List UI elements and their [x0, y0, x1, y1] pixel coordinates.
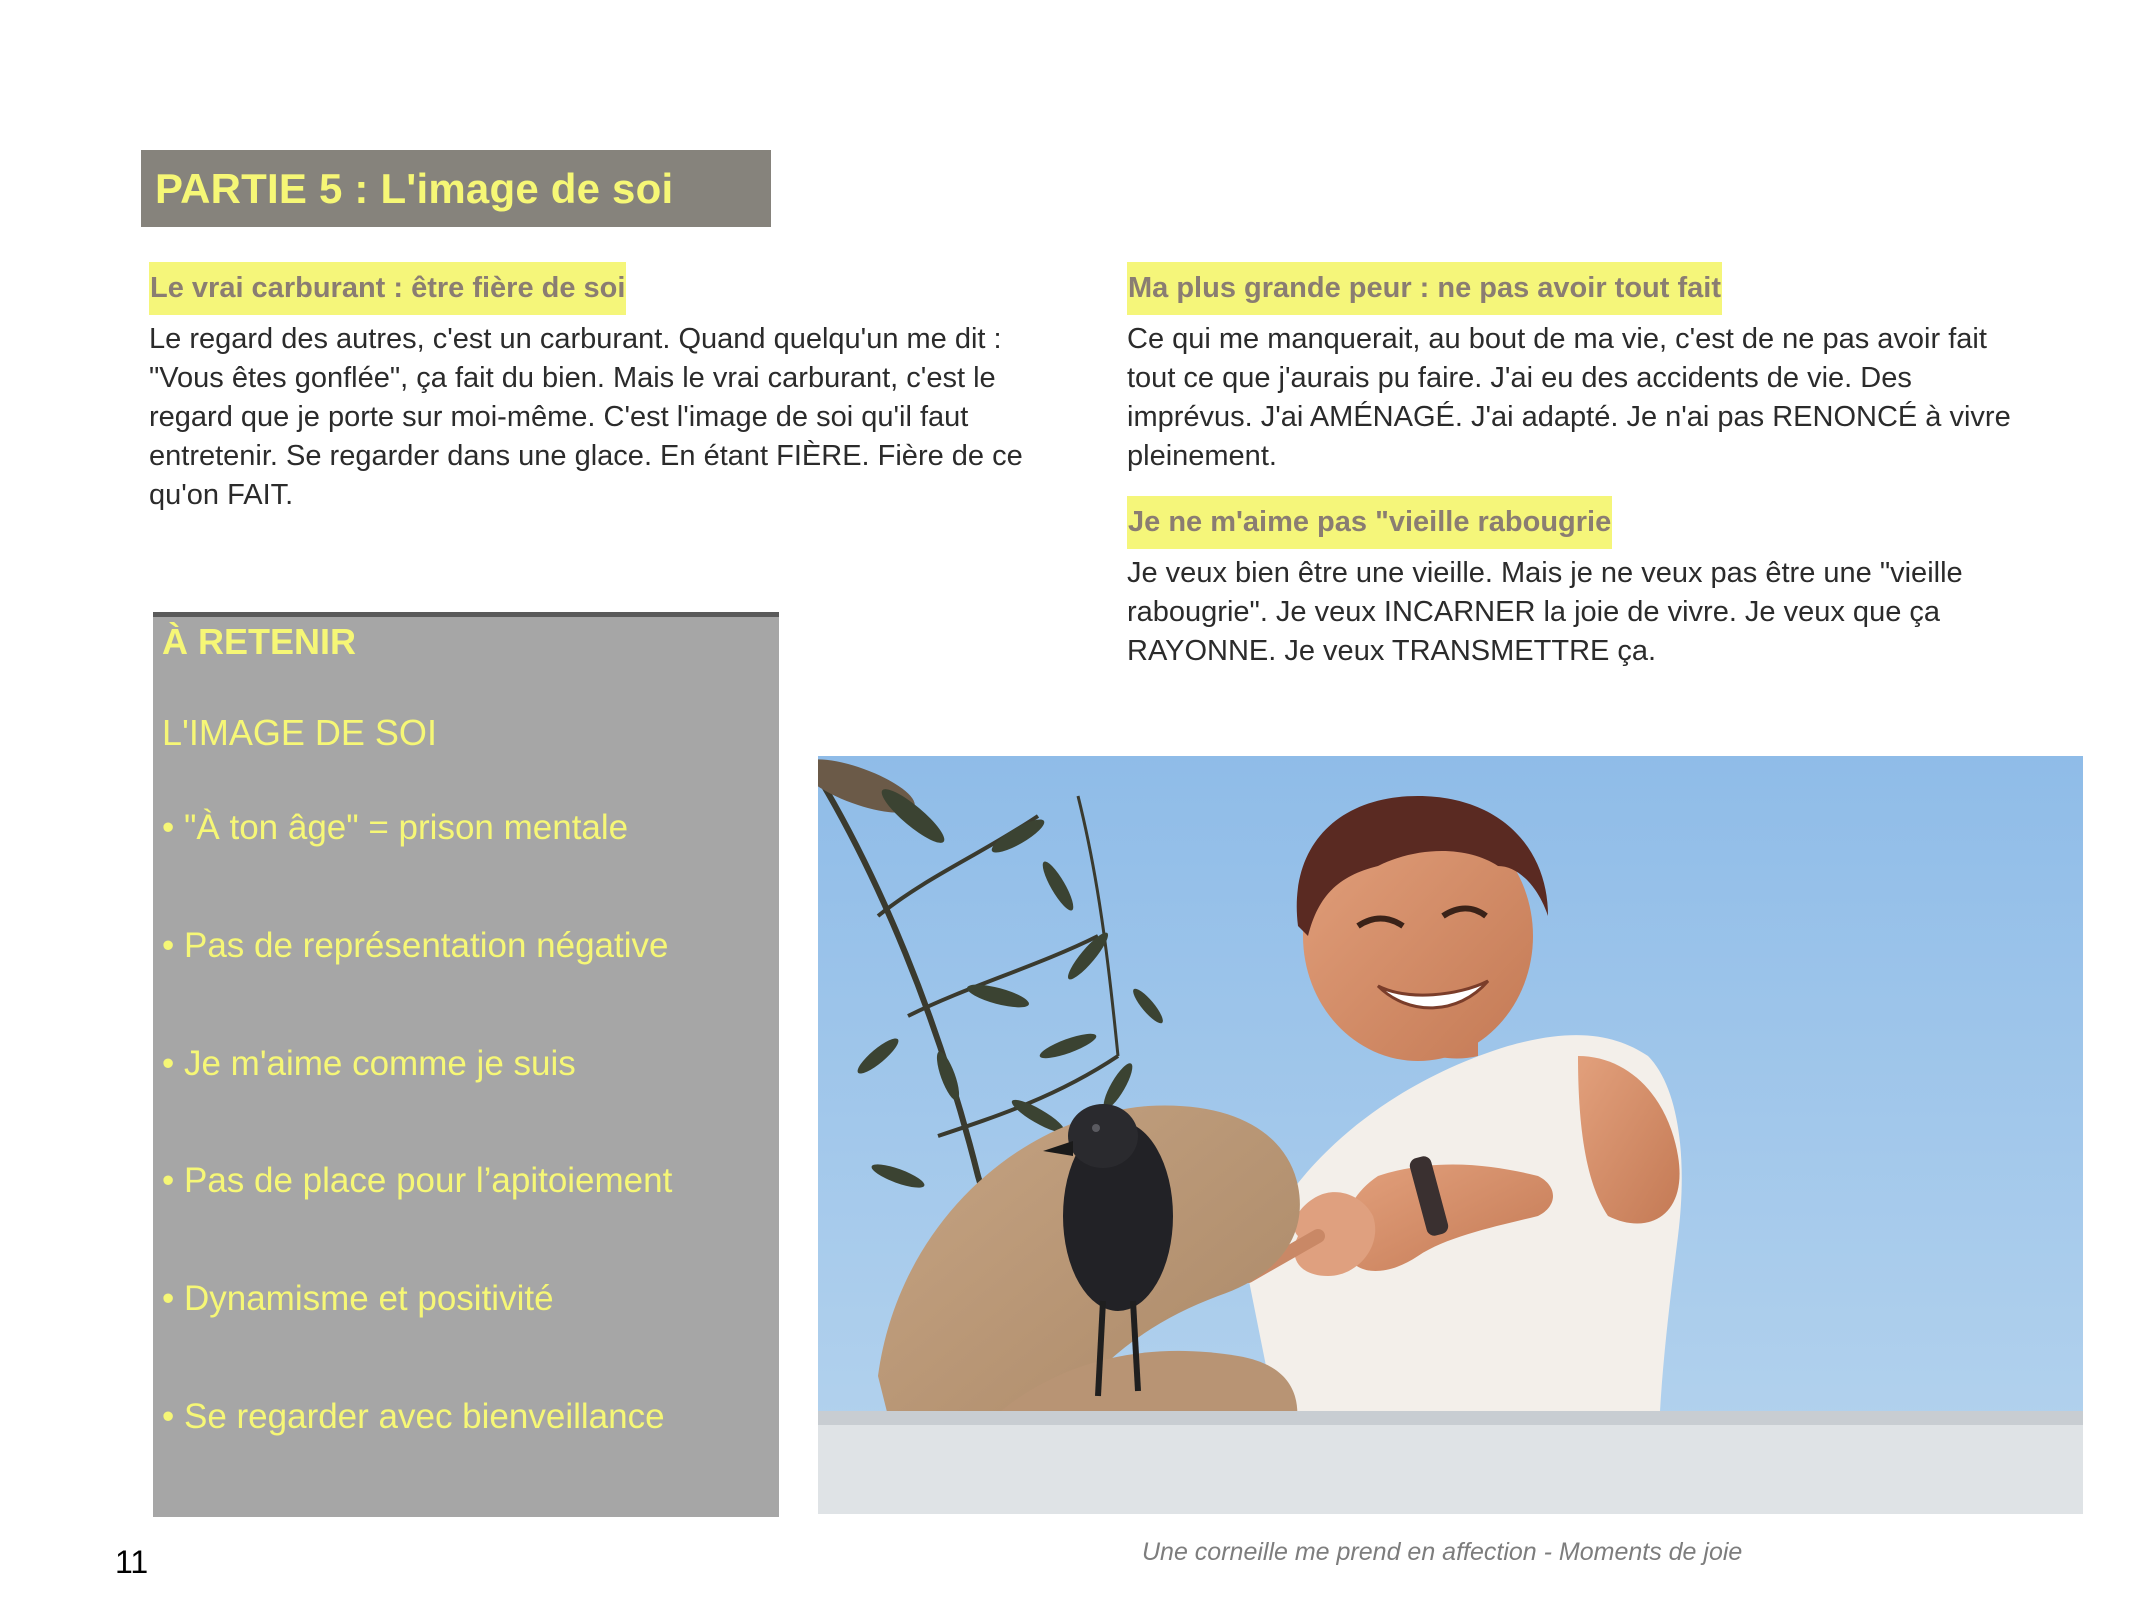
retain-item: • "À ton âge" = prison mentale [162, 808, 629, 847]
photo-caption: Une corneille me prend en affection - Moments de joie [1142, 1538, 1743, 1566]
page-title: PARTIE 5 : L'image de soi [155, 164, 674, 212]
left-section-body: Le regard des autres, c'est un carburant. Quand quelqu'un me dit : "Vous êtes gonflée", ça fait du bien. Mais le vrai carburant, c'est le regard que je porte sur moi-même. C'est l'image de soi qu'il faut entretenir. Se regarder dans une glace. En étant FIÈRE. Fière de ce qu'on FAIT. [149, 323, 1023, 511]
retain-box-subtitle: L'IMAGE DE SOI [162, 712, 437, 753]
right-section-1-body: Ce qui me manquerait, au bout de ma vie, c'est de ne pas avoir fait tout ce que j'aurais pu faire. J'ai eu des accidents de vie. Des imprévus. J'ai AMÉNAGÉ. J'ai adapté. Je n'ai pas RENONCÉ à vivre pleinement. [1127, 323, 2011, 472]
retain-item: • Pas de représentation négative [162, 926, 669, 965]
photo-illustration [818, 756, 2083, 1514]
page-title-bar [141, 150, 771, 227]
right-section-1-heading: Ma plus grande peur : ne pas avoir tout fait [1127, 262, 1722, 315]
ledge-edge [818, 1411, 2083, 1425]
retain-box-title: À RETENIR [162, 621, 357, 662]
photo-woman-with-crow [818, 756, 2083, 1514]
retain-item: • Je m'aime comme je suis [162, 1044, 576, 1083]
retain-item: • Dynamisme et positivité [162, 1279, 554, 1318]
left-section-heading: Le vrai carburant : être fière de soi [149, 262, 626, 315]
page-number: 11 [115, 1544, 149, 1580]
retain-item: • Se regarder avec bienveillance [162, 1397, 665, 1436]
retain-item: • Pas de place pour l’apitoiement [162, 1161, 673, 1200]
right-section-2-body: Je veux bien être une vieille. Mais je ne veux pas être une "vieille rabougrie". Je veux INCARNER la joie de vivre. Je veux que ça RAYONNE. Je veux TRANSMETTRE ça. [1127, 557, 1963, 667]
retain-box [153, 612, 779, 1517]
concrete-ledge [818, 1421, 2083, 1514]
right-section-2-heading: Je ne m'aime pas "vieille rabougrie [1127, 496, 1612, 549]
